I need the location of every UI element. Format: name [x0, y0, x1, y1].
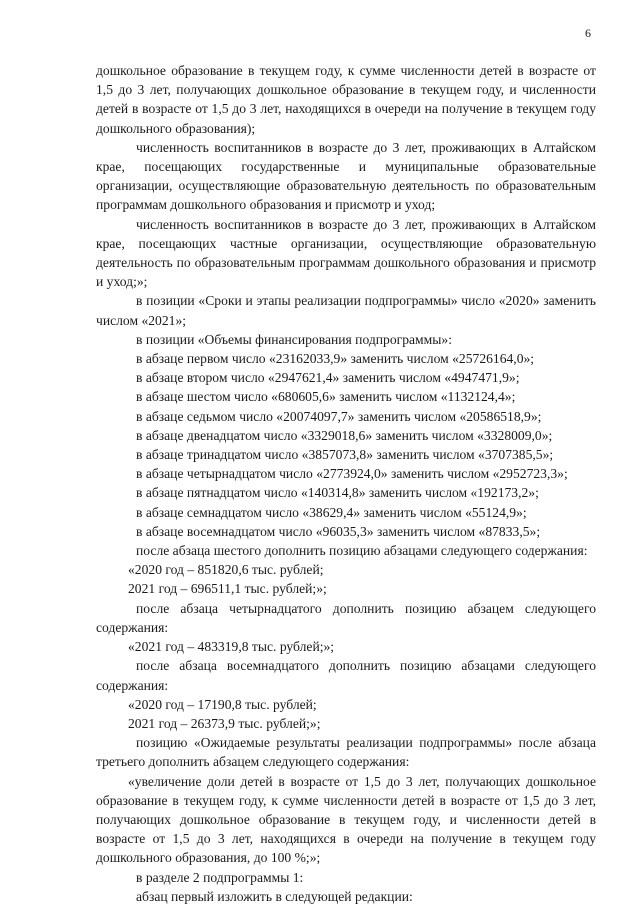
paragraph: после абзаца четырнадцатого дополнить позицию абзацем следующего содержания:	[96, 600, 596, 635]
paragraph: в позиции «Объемы финансирования подпрограммы»:	[136, 331, 452, 347]
paragraph: позицию «Ожидаемые результаты реализации подпрограммы» после абзаца третьего дополнить абзацем следующего содержания:	[96, 735, 596, 770]
paragraph: в абзаце семнадцатом число «38629,4» заменить числом «55124,9»;	[136, 504, 527, 520]
paragraph: в абзаце шестом число «680605,6» заменить числом «1132124,4»;	[136, 389, 516, 405]
paragraph: 2021 год – 26373,9 тыс. рублей;»;	[128, 715, 321, 731]
paragraph: численность воспитанников в возрасте до 3 лет, проживающих в Алтайском крае, посещающих частные организации, осуществляющие образовательную деятельность по образовательным программам дошкольного образования и присмотр и уход;»;	[96, 216, 596, 290]
document-body	[96, 61, 596, 906]
paragraph: абзац первый изложить в следующей редакции:	[136, 888, 413, 904]
paragraph: «2020 год – 17190,8 тыс. рублей;	[128, 696, 317, 712]
paragraph: после абзаца восемнадцатого дополнить позицию абзацами следующего содержания:	[96, 658, 596, 693]
paragraph: в абзаце первом число «23162033,9» заменить числом «25726164,0»;	[136, 351, 535, 367]
paragraph: численность воспитанников в возрасте до 3 лет, проживающих в Алтайском крае, посещающих государственные и муниципальные образовательные организации, осуществляющие образовательную деятельность по образовательным программам дошкольного образования и присмотр и уход;	[96, 139, 596, 213]
paragraph: в абзаце тринадцатом число «3857073,8» заменить числом «3707385,5»;	[136, 447, 554, 463]
paragraph: «увеличение доли детей в возрасте от 1,5 до 3 лет, получающих дошкольное образование в текущем году, к сумме численности детей в возрасте от 1,5 до 3 лет, получающих дошкольное образование в текущем году, и численности детей в возрасте от 1,5 до 3 лет, находящихся в очереди на получение в текущем году дошкольного образования, до 100 %;»;	[96, 773, 596, 866]
paragraph: в абзаце пятнадцатом число «140314,8» заменить числом «192173,2»;	[136, 485, 539, 501]
paragraph: в абзаце четырнадцатом число «2773924,0» заменить числом «2952723,3»;	[136, 466, 568, 482]
paragraph: в абзаце седьмом число «20074097,7» заменить числом «20586518,9»;	[136, 408, 542, 424]
paragraph: «2020 год – 851820,6 тыс. рублей;	[128, 562, 324, 578]
paragraph: дошкольное образование в текущем году, к сумме численности детей в возрасте от 1,5 до 3 лет, получающих дошкольное образование в текущем году, и численности детей в возрасте от 1,5 до 3 лет, находящихся в очереди на получение в текущем году дошкольного образования);	[96, 63, 596, 136]
paragraph: «2021 год – 483319,8 тыс. рублей;»;	[128, 639, 335, 655]
paragraph: в абзаце восемнадцатом число «96035,3» заменить числом «87833,5»;	[136, 523, 541, 539]
paragraph: после абзаца шестого дополнить позицию абзацами следующего содержания:	[136, 543, 588, 559]
paragraph: в абзаце двенадцатом число «3329018,6» заменить числом «3328009,0»;	[136, 427, 553, 443]
paragraph: в разделе 2 подпрограммы 1:	[136, 869, 304, 885]
page-number: 6	[585, 26, 591, 40]
paragraph: в абзаце втором число «2947621,4» заменить числом «4947471,9»;	[136, 370, 520, 386]
paragraph: 2021 год – 696511,1 тыс. рублей;»;	[128, 581, 327, 597]
paragraph: в позиции «Сроки и этапы реализации подпрограммы» число «2020» заменить числом «2021»;	[96, 293, 596, 328]
